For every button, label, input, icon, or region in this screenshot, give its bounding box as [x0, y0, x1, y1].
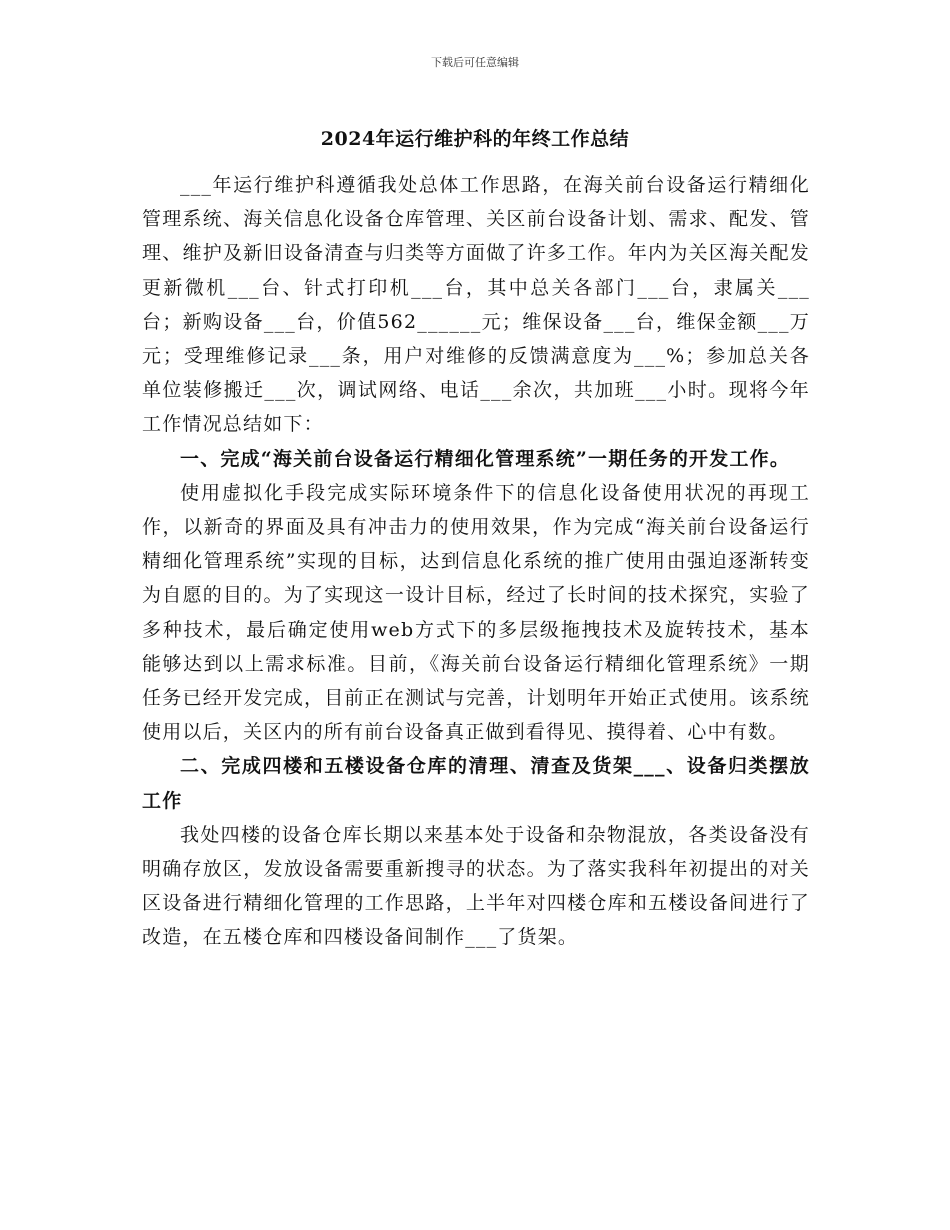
section-heading-2: 二、完成四楼和五楼设备仓库的清理、清查及货架___、设备归类摆放工作 — [142, 755, 810, 812]
intro-paragraph: ___年运行维护科遵循我处总体工作思路，在海关前台设备运行精细化管理系统、海关信息化设备仓库管理、关区前台设备计划、需求、配发、管理、维护及新旧设备清查与归类等方面做了许多工作。年内为关区海关配发更新微机___台、针式打印机___台，其中总关各部门___台，隶属关___台；新购设备___台，价值562______元；维保设备___台，维保金额___万元；受理维修记录___条，用户对维修的反馈满意度为___%；参加总关各单位装修搬迁___次，调试网络、电话___余次，共加班___小时。现将今年工作情况总结如下： — [142, 174, 810, 436]
header-note: 下载后可任意编辑 — [431, 56, 519, 69]
section-1-paragraph: 使用虚拟化手段完成实际环境条件下的信息化设备使用状况的再现工作，以新奇的界面及具有冲击力的使用效果，作为完成“海关前台设备运行精细化管理系统”实现的目标，达到信息化系统的推广使用由强迫逐渐转变为自愿的目的。为了实现这一设计目标，经过了长时间的技术探究，实验了多种技术，最后确定使用web方式下的多层级拖拽技术及旋转技术，基本能够达到以上需求标准。目前，《海关前台设备运行精细化管理系统》一期任务已经开发完成，目前正在测试与完善，计划明年开始正式使用。该系统使用以后，关区内的所有前台设备真正做到看得见、摸得着、心中有数。 — [142, 481, 810, 744]
section-heading-1: 一、完成“海关前台设备运行精细化管理系统”一期任务的开发工作。 — [180, 447, 791, 470]
document-body — [142, 168, 810, 955]
document-title: 2024年运行维护科的年终工作总结 — [320, 128, 630, 150]
section-2-paragraph: 我处四楼的设备仓库长期以来基本处于设备和杂物混放，各类设备没有明确存放区，发放设备需要重新搜寻的状态。为了落实我科年初提出的对关区设备进行精细化管理的工作思路，上半年对四楼仓库和五楼设备间进行了改造，在五楼仓库和四楼设备间制作___了货架。 — [142, 823, 810, 949]
